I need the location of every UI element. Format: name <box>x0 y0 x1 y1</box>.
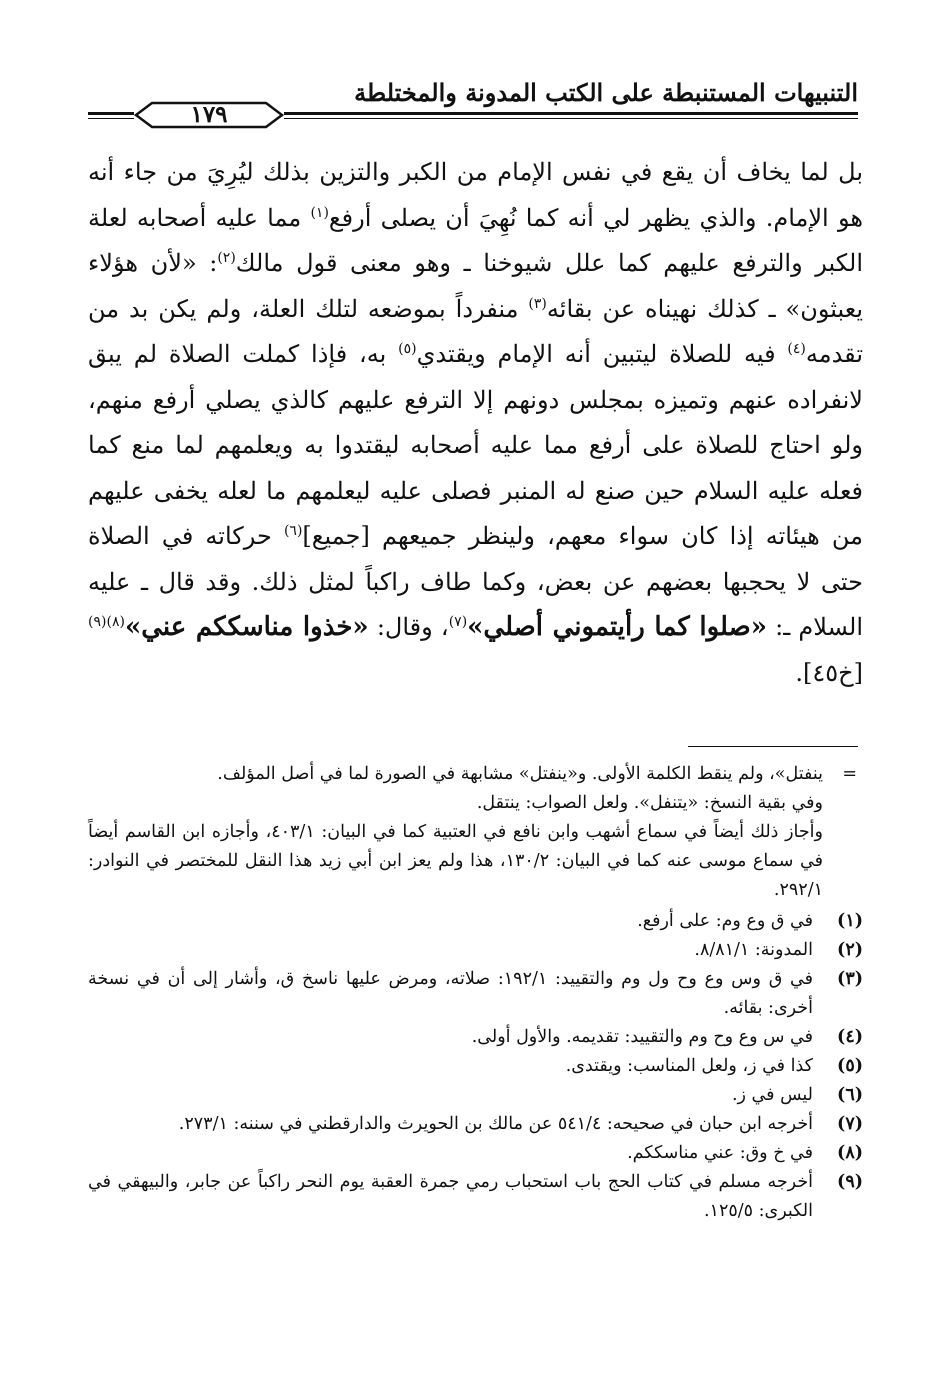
footnote-item <box>88 1168 863 1226</box>
running-title: التنبيهات المستنبطة على الكتب المدونة والمختلطة <box>354 78 858 107</box>
footnote-ref: (١) <box>310 204 329 221</box>
footnotes <box>88 760 863 1226</box>
footnote-ref: (٥) <box>398 341 417 357</box>
footnote-line: وفي بقية النسخ: «يتنفل». ولعل الصواب: ينتقل. <box>476 793 823 813</box>
footnote-number: (٧) <box>837 1114 863 1134</box>
text-run: مما عليه أصحابه لعلة الكبر والترفع عليهم كما علل شيوخنا ـ وهو معنى قول مالك <box>88 203 863 277</box>
footnote-text: في ق وع وم: على أرفع. <box>637 911 813 931</box>
footnote-line: ينفتل»، ولم ينقط الكلمة الأولى. و«ينفتل» مشابهة في الصورة لما في أصل المؤلف. <box>217 764 823 784</box>
footnote-number: (٩) <box>837 1172 863 1192</box>
continuation-marker: = <box>842 764 857 784</box>
footnote-item <box>88 1023 863 1052</box>
footnote-ref: (٤) <box>787 341 806 357</box>
footnote-ref: (٦) <box>283 523 303 539</box>
page-number: ١٧٩ <box>190 101 228 128</box>
footnote-text: المدونة: ٨/٨١/١. <box>694 940 813 960</box>
footnote-number: (٤) <box>837 1027 863 1047</box>
footnote-text: أخرجه ابن حبان في صحيحه: ٥٤١/٤ عن مالك بن الحويرث والدارقطني في سننه: ٢٧٣/١. <box>178 1114 813 1134</box>
hadith-quote: «خذوا مناسككم عني» <box>124 612 369 642</box>
text-run: فيه للصلاة ليتبين أنه الإمام ويقتدي <box>416 340 788 368</box>
footnote-text: في ق وس وع وح ول وم والتقييد: ١٩٢/١: صلاته، ومرض عليها ناسخ ق، وأشار إلى أن في نسخة أخرى: بقائه. <box>88 969 813 1018</box>
footnote-ref: (٢) <box>217 250 236 266</box>
footnote-ref: (٨)(٩) <box>88 614 125 630</box>
footnote-continuation <box>88 760 863 905</box>
footnote-number: (١) <box>837 911 863 931</box>
footnote-item <box>88 1139 863 1168</box>
footnote-text: في س وع وح وم والتقييد: تقديمه. والأول أولى. <box>471 1027 813 1047</box>
text-run: ، وقال: <box>368 613 449 641</box>
text-run: بل لما يخاف أن يقع في نفس الإمام من الكبر والتزين بذلك ليُرِيَ من جاء أنه هو الإمام. والذي يظهر لي أنه كما نُهِيَ أن يصلى أرفع <box>88 158 863 232</box>
footnote-number: (٣) <box>837 969 863 989</box>
footnote-text: كذا في ز، ولعل المناسب: ويقتدى. <box>565 1056 813 1076</box>
text-run: حركاته في الصلاة حتى لا يحجبها بعضهم عن بعض، وكما طاف راكباً لمثل ذلك. وقد قال ـ عليه السلام ـ: <box>88 522 863 641</box>
footnote-number: (٥) <box>837 1056 863 1076</box>
footnote-text: في خ وق: عني مناسككم. <box>627 1143 813 1163</box>
footnote-list <box>88 907 863 1226</box>
footnote-item <box>88 1110 863 1139</box>
footnote-text: ليس في ز. <box>731 1085 813 1105</box>
main-paragraph <box>88 150 863 696</box>
footnote-number: (٦) <box>837 1085 863 1105</box>
page-header <box>88 78 858 128</box>
hadith-quote: «صلوا كما رأيتموني أصلي» <box>467 612 767 642</box>
footnote-ref: (٣) <box>528 295 547 312</box>
footnote-separator <box>688 746 858 747</box>
main-text <box>88 150 863 696</box>
text-run: منفرداً بموضعه لتلك العلة، ولم يكن بد من تقدمه <box>88 294 863 368</box>
footnote-item <box>88 1081 863 1110</box>
manuscript-ref: [خ٤٥]. <box>795 658 863 687</box>
footnote-line: وأجاز ذلك أيضاً في سماع أشهب وابن نافع في العتبية كما في البيان: ٤٠٣/١، وأجازه ابن القاسم أيضاً في سماع موسى عنه كما في البيان: ١٣٠/٢، هذا ولم يعز ابن أبي زيد هذا النقل للمختصر في النوادر: ٢٩٢/١. <box>88 822 824 900</box>
footnote-text: أخرجه مسلم في كتاب الحج باب استحباب رمي جمرة العقبة يوم النحر راكباً عن جابر، والبيهقي في الكبرى: ١٢٥/٥. <box>88 1172 813 1221</box>
footnote-item <box>88 907 863 936</box>
footnote-number: (٢) <box>837 940 863 960</box>
text-run: به، فإذا كملت الصلاة لم يبق لانفراده عنهم وتميزه بمجلس دونهم إلا الترفع عليهم كالذي يصلي أرفع منهم، ولو احتاج للصلاة على أرفع مما عليه أصحابه ليقتدوا به ويعلمهم لما منع كما فعله عليه السلام حين صنع له المنبر فصلى عليه ليعلمهم ما لعله يخفى عليهم من هيئاته إذا كان سواء معهم، ولينظر جميعهم [جميع] <box>88 340 863 550</box>
footnote-item <box>88 1052 863 1081</box>
text-run: : «لأن هؤلاء يعبثون» ـ كذلك نهيناه عن بقائه <box>88 249 863 323</box>
footnote-ref: (٧) <box>448 614 468 630</box>
page-number-badge <box>134 100 284 130</box>
footnote-number: (٨) <box>837 1143 863 1163</box>
footnote-item <box>88 936 863 965</box>
footnote-item <box>88 965 863 1023</box>
